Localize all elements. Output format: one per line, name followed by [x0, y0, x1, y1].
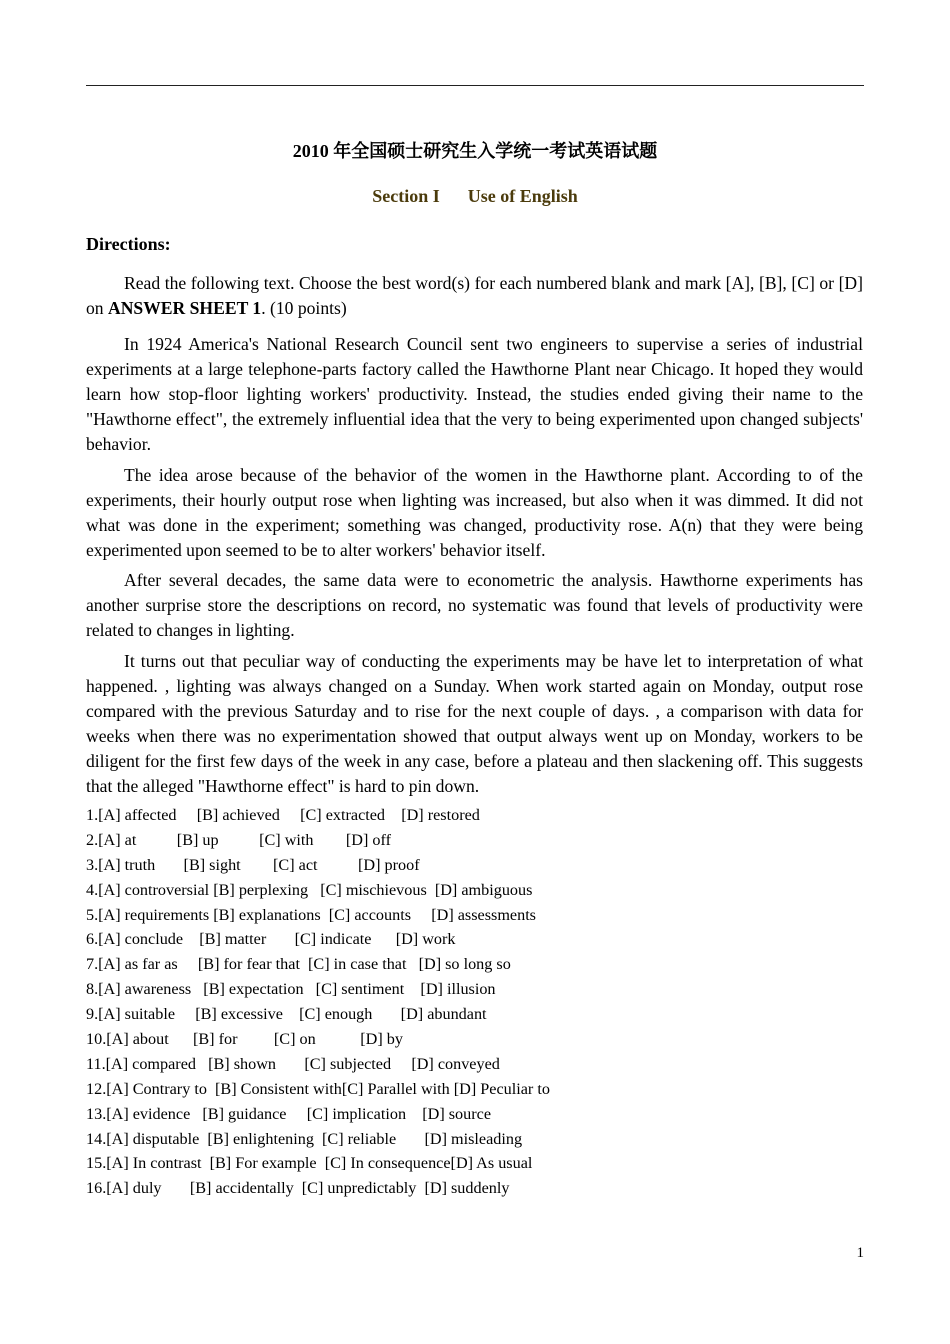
- passage-paragraph-3: After several decades, the same data were to econometric the analysis. Hawthorne experiments has another surprise store the descriptions on record, no systematic was found that levels of productivity were related to changes in lighting.: [86, 570, 863, 640]
- directions-text-end: . (10 points): [261, 298, 347, 318]
- section-name: Use of English: [467, 186, 578, 206]
- question-item: 7.[A] as far as [B] for fear that [C] in case that [D] so long so: [86, 955, 511, 974]
- question-item: 3.[A] truth [B] sight [C] act [D] proof: [86, 855, 420, 874]
- question-item: 6.[A] conclude [B] matter [C] indicate [D] work: [86, 930, 456, 949]
- question-item: 8.[A] awareness [B] expectation [C] sentiment [D] illusion: [86, 980, 496, 999]
- question-item: 13.[A] evidence [B] guidance [C] implication [D] source: [86, 1104, 492, 1123]
- question-list: [86, 803, 864, 1201]
- question-item: 12.[A] Contrary to [B] Consistent with[C] Parallel with [D] Peculiar to: [86, 1079, 550, 1098]
- passage-paragraph-2: The idea arose because of the behavior of the women in the Hawthorne plant. According to of the experiments, their hourly output rose when lighting was increased, but also when it was dimmed. It did not what was done in the experiment; something was changed, productivity rose. A(n) that they were being experimented upon seemed to be to alter workers' behavior itself.: [86, 465, 863, 560]
- question-item: 14.[A] disputable [B] enlightening [C] reliable [D] misleading: [86, 1129, 523, 1148]
- question-item: 4.[A] controversial [B] perplexing [C] mischievous [D] ambiguous: [86, 880, 533, 899]
- exam-title: 2010 年全国硕士研究生入学统一考试英语试题: [292, 141, 658, 161]
- directions-text-start: Read the following text. Choose the best word(s) for each numbered blank and mark [A], [B], [C] or [D] on: [86, 273, 863, 318]
- directions-text: [86, 271, 863, 321]
- question-item: 5.[A] requirements [B] explanations [C] accounts [D] assessments: [86, 905, 536, 924]
- question-item: 11.[A] compared [B] shown [C] subjected [D] conveyed: [86, 1054, 500, 1073]
- section-heading: [0, 186, 950, 207]
- passage-paragraph-1: In 1924 America's National Research Council sent two engineers to supervise a series of industrial experiments at a large telephone-parts factory called the Hawthorne Plant near Chicago. It hoped they would learn how stop-floor lighting workers' productivity. Instead, the studies ended giving their name to the "Hawthorne effect", the extremely influential idea that the very to being experimented upon changed subjects' behavior.: [86, 334, 863, 454]
- question-item: 16.[A] duly [B] accidentally [C] unpredictably [D] suddenly: [86, 1179, 510, 1198]
- directions-label: Directions:: [86, 234, 171, 254]
- passage-paragraph-4: It turns out that peculiar way of conducting the experiments may be have let to interpretation of what happened. , lighting was always changed on a Sunday. When work started again on Monday, output rose compared with the previous Saturday and to rise for the next couple of days. , a comparison with data for weeks when there was no experimentation showed that output always went up on Monday, workers to be diligent for the first few days of the week in any case, before a plateau and then slackening off. This suggests that the alleged "Hawthorne effect" is hard to pin down.: [86, 651, 863, 796]
- question-item: 9.[A] suitable [B] excessive [C] enough [D] abundant: [86, 1005, 487, 1024]
- question-item: 10.[A] about [B] for [C] on [D] by: [86, 1030, 403, 1049]
- question-item: 1.[A] affected [B] achieved [C] extracted [D] restored: [86, 806, 480, 824]
- page-number: 1: [856, 1245, 864, 1261]
- section-number: Section I: [372, 186, 440, 206]
- question-item: 15.[A] In contrast [B] For example [C] In consequence[D] As usual: [86, 1154, 533, 1173]
- header-rule: [86, 85, 864, 86]
- question-item: 2.[A] at [B] up [C] with [D] off: [86, 830, 391, 849]
- answer-sheet-label: ANSWER SHEET 1: [108, 298, 262, 318]
